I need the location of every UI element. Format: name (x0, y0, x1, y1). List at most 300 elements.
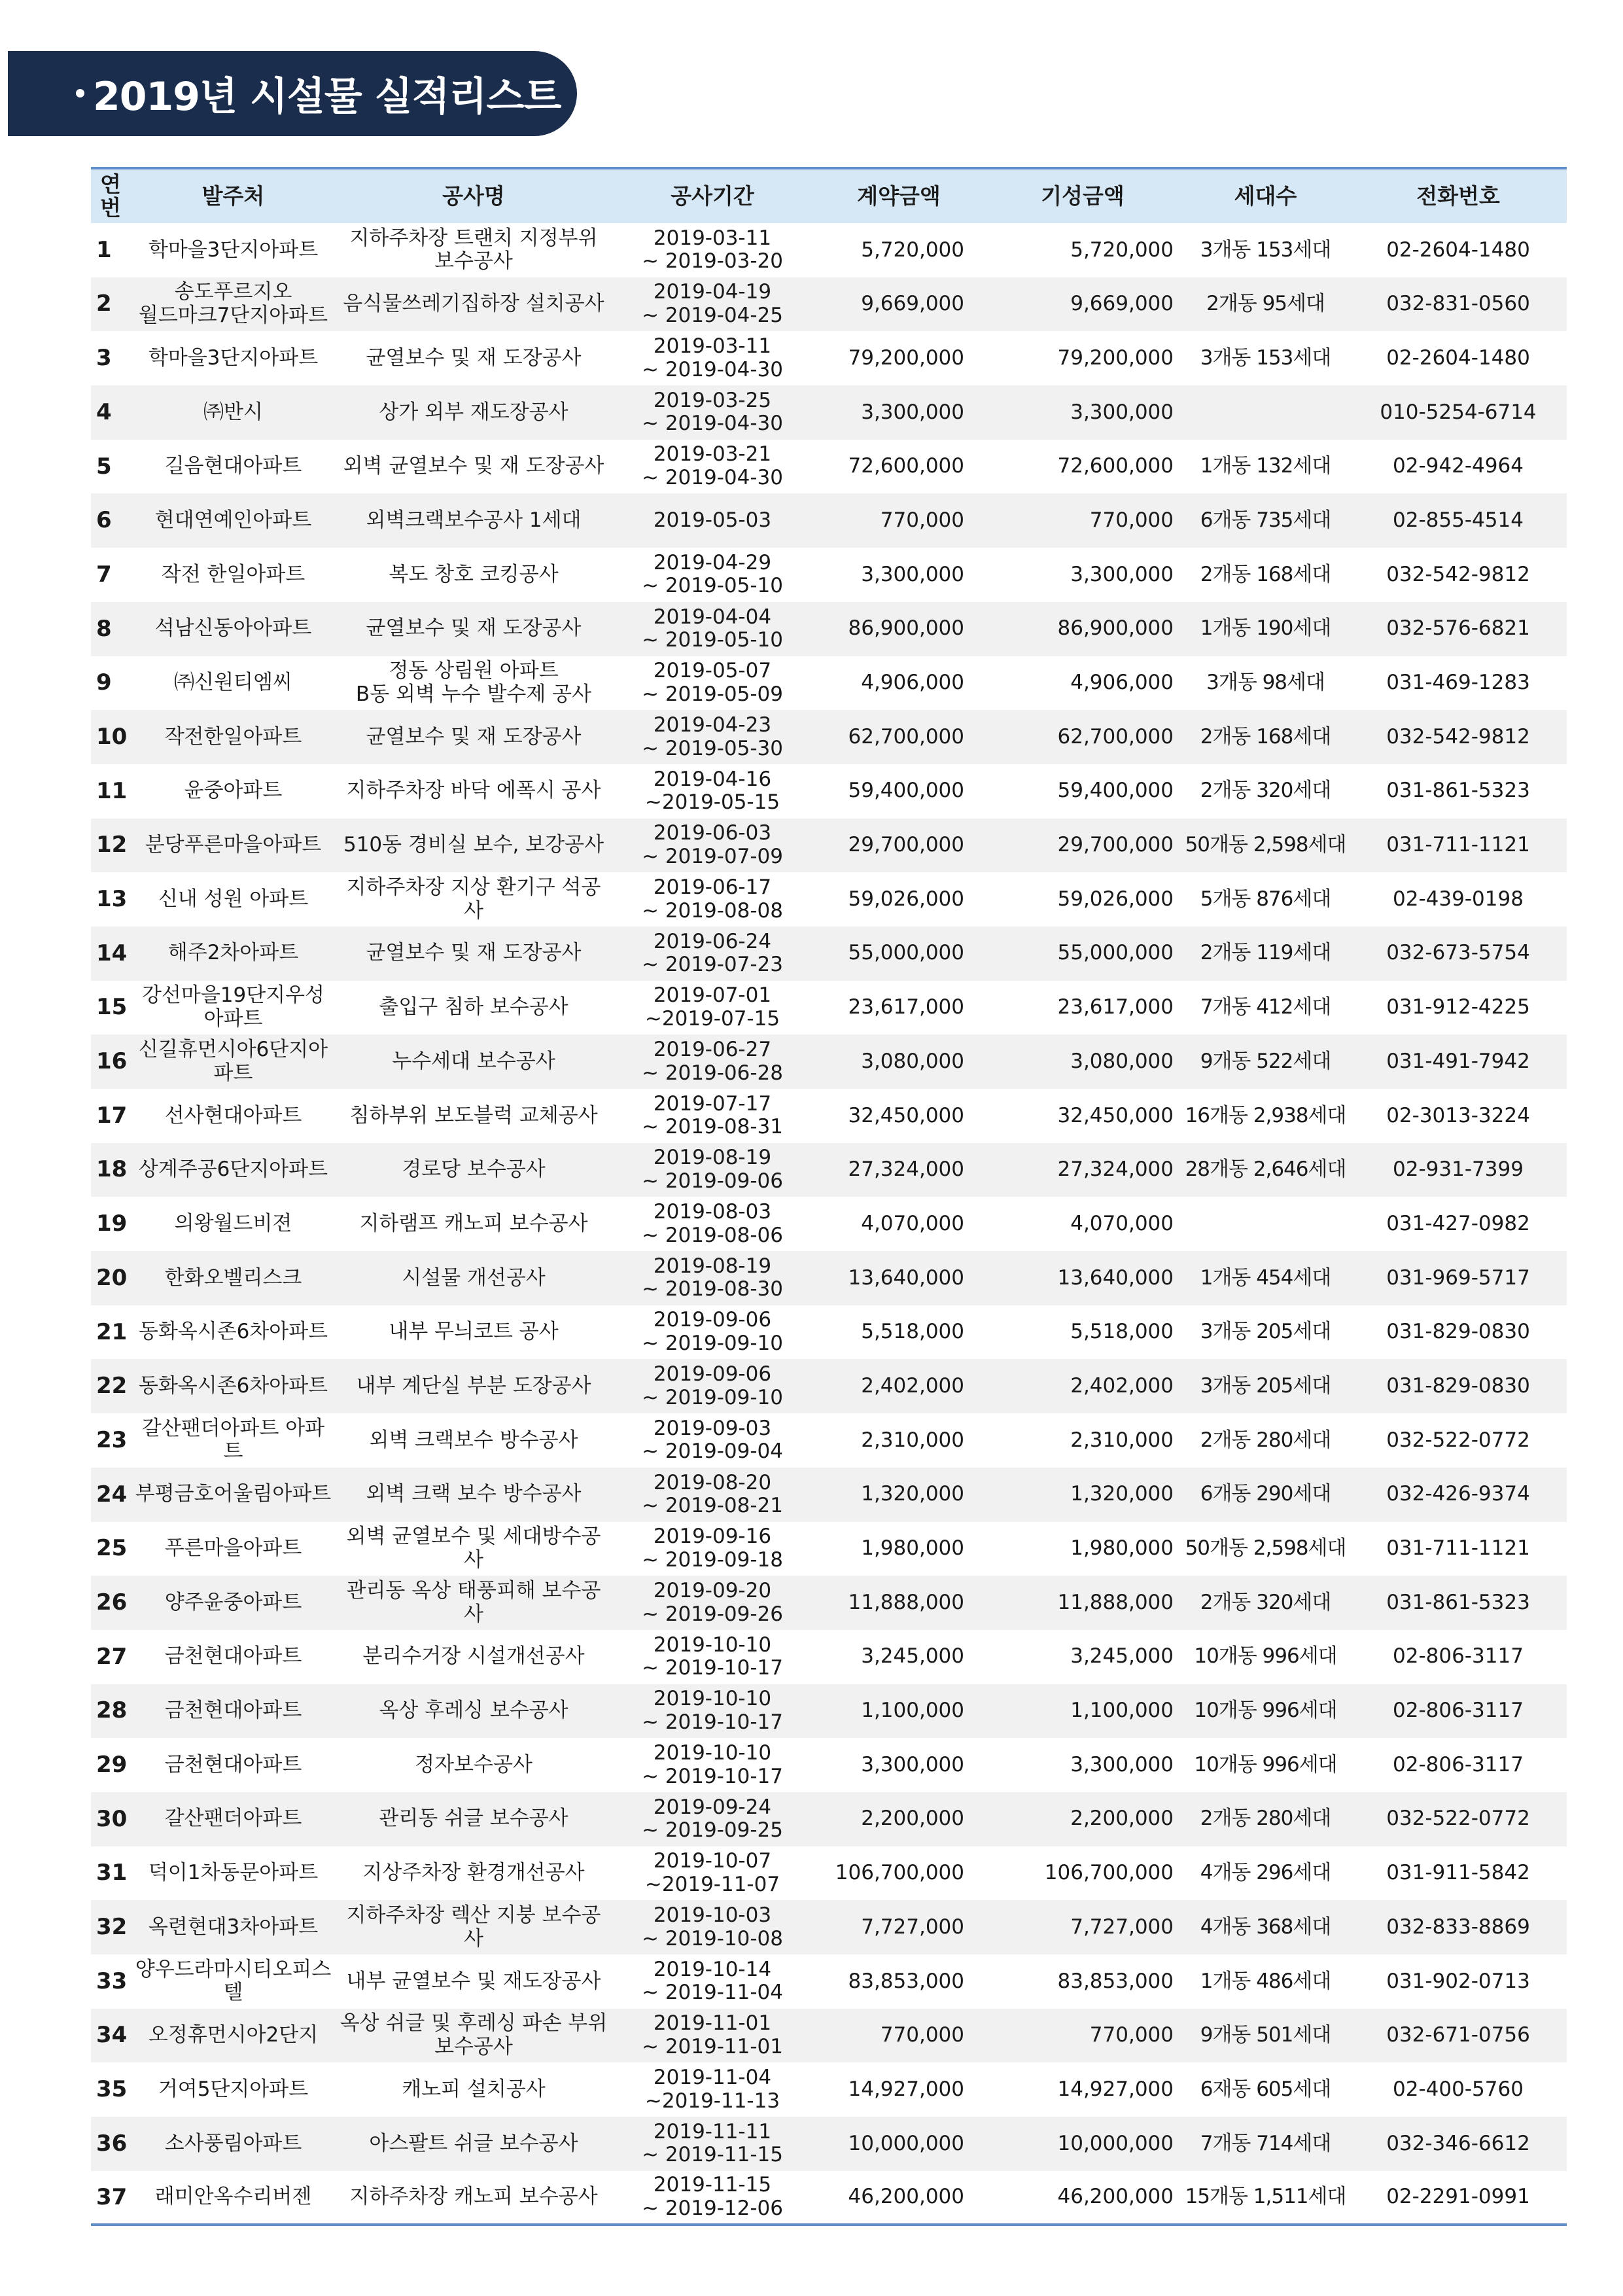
period-cell: 2019-11-11 ~ 2019-11-15 (642, 2119, 783, 2167)
row-number: 19 (96, 1210, 128, 1237)
table-row (91, 1359, 1567, 1413)
contract-amount-cell: 770,000 (880, 508, 964, 532)
table-row (91, 548, 1567, 602)
row-number: 12 (96, 832, 128, 858)
period-cell: 2019-08-20 ~ 2019-08-21 (642, 1470, 783, 1518)
project-cell: 외벽 크랙보수 방수공사 (369, 1428, 578, 1452)
period-cell: 2019-09-03 ~ 2019-09-04 (642, 1416, 783, 1464)
period-cell: 2019-04-29 ~ 2019-05-10 (642, 550, 783, 598)
paid-amount-cell: 72,600,000 (1057, 454, 1174, 478)
paid-amount-cell: 10,000,000 (1057, 2131, 1174, 2155)
phone-cell: 031-427-0982 (1386, 1211, 1530, 1235)
paid-amount-cell: 770,000 (1089, 2023, 1174, 2047)
units-cell: 2개동 119세대 (1200, 941, 1331, 965)
bullet-icon (76, 89, 84, 97)
phone-cell: 031-829-0830 (1386, 1373, 1530, 1398)
project-cell: 510동 경비실 보수, 보강공사 (343, 833, 604, 857)
row-number: 3 (96, 345, 112, 372)
phone-cell: 031-902-0713 (1386, 1969, 1530, 1993)
page-title: 2019년 시설물 실적리스트 (93, 74, 561, 120)
paid-amount-cell: 5,518,000 (1070, 1320, 1174, 1344)
period-cell: 2019-10-10 ~ 2019-10-17 (642, 1740, 783, 1788)
phone-cell: 031-912-4225 (1386, 995, 1530, 1019)
units-cell: 3개동 153세대 (1200, 238, 1331, 262)
table-row (91, 493, 1567, 548)
contract-amount-cell: 13,640,000 (848, 1265, 964, 1290)
project-cell: 누수세대 보수공사 (392, 1049, 555, 1073)
phone-cell: 010-5254-6714 (1380, 400, 1537, 424)
project-cell: 균열보수 및 재 도장공사 (366, 724, 582, 749)
project-cell: 지하램프 캐노피 보수공사 (359, 1211, 588, 1235)
contract-amount-cell: 5,720,000 (861, 238, 964, 262)
contract-amount-cell: 770,000 (880, 2023, 964, 2047)
table-row (91, 1522, 1567, 1576)
row-number: 11 (96, 777, 128, 804)
period-cell: 2019-09-24 ~ 2019-09-25 (642, 1795, 783, 1843)
period-cell: 2019-11-15 ~ 2019-12-06 (642, 2173, 783, 2221)
paid-amount-cell: 59,400,000 (1057, 779, 1174, 803)
phone-cell: 031-969-5717 (1386, 1265, 1530, 1290)
project-cell: 외벽 균열보수 및 세대방수공사 (346, 1525, 601, 1572)
project-cell: 내부 균열보수 및 재도장공사 (346, 1969, 601, 1993)
table-row (91, 1413, 1567, 1468)
phone-cell: 032-833-8869 (1386, 1915, 1530, 1939)
row-number: 29 (96, 1752, 128, 1778)
paid-amount-cell: 59,026,000 (1057, 887, 1174, 911)
table-row (91, 277, 1567, 332)
period-cell: 2019-03-25 ~ 2019-04-30 (642, 388, 783, 436)
units-cell (1181, 1197, 1350, 1251)
row-number: 6 (96, 507, 112, 534)
row-number: 27 (96, 1643, 128, 1670)
contract-amount-cell: 59,026,000 (848, 887, 964, 911)
client-cell: 덕이1차동문아파트 (148, 1861, 319, 1885)
table-row (91, 1089, 1567, 1143)
units-cell: 2개동 280세대 (1200, 1807, 1331, 1831)
period-cell: 2019-10-07 ~2019-11-07 (644, 1849, 780, 1896)
project-cell: 음식물쓰레기집하장 설치공사 (343, 292, 604, 316)
phone-cell: 032-576-6821 (1386, 616, 1530, 641)
units-cell: 15개동 1,511세대 (1185, 2185, 1346, 2209)
client-cell: 분당푸른마을아파트 (145, 833, 322, 857)
paid-amount-cell: 2,310,000 (1070, 1428, 1174, 1452)
client-cell: 부평금호어울림아파트 (135, 1482, 332, 1506)
phone-cell: 031-829-0830 (1386, 1320, 1530, 1344)
project-cell: 관리동 옥상 태풍피해 보수공사 (346, 1578, 601, 1626)
project-cell: 균열보수 및 재 도장공사 (366, 345, 582, 370)
table-row (91, 1846, 1567, 1901)
paid-amount-cell: 1,100,000 (1070, 1699, 1174, 1723)
table-row (91, 1630, 1567, 1684)
row-number: 26 (96, 1589, 128, 1616)
paid-amount-cell: 27,324,000 (1057, 1157, 1174, 1182)
row-number: 35 (96, 2076, 128, 2103)
units-cell: 3개동 153세대 (1200, 345, 1331, 370)
project-cell: 지하주차장 지상 환기구 석공사 (346, 875, 601, 923)
contract-amount-cell: 55,000,000 (848, 941, 964, 965)
period-cell: 2019-06-27 ~ 2019-06-28 (642, 1038, 783, 1085)
contract-amount-cell: 4,906,000 (861, 671, 964, 695)
client-cell: 송도푸르지오 월드마크7단지아파트 (138, 280, 328, 328)
client-cell: 금천현대아파트 (164, 1699, 302, 1723)
header-no: 연 번 (100, 171, 121, 221)
header-period: 공사기간 (671, 183, 754, 209)
table-row (91, 927, 1567, 981)
client-cell: 의왕월드비젼 (174, 1211, 292, 1235)
header-client: 발주처 (201, 183, 265, 209)
period-cell: 2019-09-06 ~ 2019-09-10 (642, 1362, 783, 1409)
table-row (91, 1143, 1567, 1197)
phone-cell: 031-469-1283 (1386, 671, 1530, 695)
period-cell: 2019-03-21 ~ 2019-04-30 (642, 442, 783, 490)
period-cell: 2019-11-01 ~ 2019-11-01 (642, 2011, 783, 2059)
period-cell: 2019-06-17 ~ 2019-08-08 (642, 875, 783, 923)
project-cell: 옥상 쉬글 및 후레싱 파손 부위 보수공사 (340, 2011, 608, 2059)
units-cell: 3개동 98세대 (1206, 671, 1325, 695)
paid-amount-cell: 106,700,000 (1044, 1861, 1174, 1885)
row-number: 36 (96, 2130, 128, 2157)
units-cell: 7개동 714세대 (1200, 2131, 1331, 2155)
table-row (91, 764, 1567, 819)
row-number: 18 (96, 1156, 128, 1183)
phone-cell: 031-711-1121 (1386, 833, 1530, 857)
table-row (91, 2171, 1567, 2225)
phone-cell: 02-2291-0991 (1386, 2185, 1530, 2209)
results-table (91, 167, 1567, 2226)
client-cell: 동화옥시존6차아파트 (138, 1320, 328, 1344)
period-cell: 2019-05-03 (653, 508, 772, 532)
units-cell: 1개동 132세대 (1200, 454, 1331, 478)
table-row (91, 1738, 1567, 1792)
row-number: 10 (96, 723, 128, 750)
project-cell: 캐노피 설치공사 (402, 2077, 546, 2101)
paid-amount-cell: 83,853,000 (1057, 1969, 1174, 1993)
client-cell: 강선마을19단지우성아파트 (141, 983, 324, 1031)
table-row (91, 1034, 1567, 1089)
phone-cell: 032-542-9812 (1386, 724, 1530, 749)
units-cell: 2개동 95세대 (1206, 292, 1325, 316)
contract-amount-cell: 46,200,000 (848, 2185, 964, 2209)
contract-amount-cell: 79,200,000 (848, 345, 964, 370)
paid-amount-cell: 1,320,000 (1070, 1482, 1174, 1506)
paid-amount-cell: 2,200,000 (1070, 1807, 1174, 1831)
row-number: 30 (96, 1805, 128, 1832)
contract-amount-cell: 72,600,000 (848, 454, 964, 478)
phone-cell: 02-439-0198 (1393, 887, 1524, 911)
project-cell: 아스팔트 쉬글 보수공사 (369, 2131, 578, 2155)
contract-amount-cell: 2,200,000 (861, 1807, 964, 1831)
phone-cell: 031-711-1121 (1386, 1536, 1530, 1561)
period-cell: 2019-08-03 ~ 2019-08-06 (642, 1200, 783, 1247)
table-row (91, 872, 1567, 927)
project-cell: 옥상 후레싱 보수공사 (379, 1699, 568, 1723)
period-cell: 2019-04-04 ~ 2019-05-10 (642, 605, 783, 652)
contract-amount-cell: 1,100,000 (861, 1699, 964, 1723)
contract-amount-cell: 106,700,000 (835, 1861, 964, 1885)
units-cell: 2개동 168세대 (1200, 724, 1331, 749)
row-number: 34 (96, 2022, 128, 2049)
project-cell: 외벽 균열보수 및 재 도장공사 (343, 454, 604, 478)
row-number: 15 (96, 994, 128, 1021)
paid-amount-cell: 13,640,000 (1057, 1265, 1174, 1290)
period-cell: 2019-04-16 ~2019-05-15 (644, 767, 780, 815)
phone-cell: 02-2604-1480 (1386, 345, 1530, 370)
phone-cell: 031-861-5323 (1386, 1590, 1530, 1614)
row-number: 33 (96, 1968, 128, 1994)
client-cell: 학마을3단지아파트 (148, 238, 319, 262)
row-number: 4 (96, 398, 112, 425)
paid-amount-cell: 5,720,000 (1070, 238, 1174, 262)
contract-amount-cell: 10,000,000 (848, 2131, 964, 2155)
row-number: 8 (96, 615, 112, 642)
project-cell: 지하주차장 렉산 지붕 보수공사 (346, 1903, 601, 1951)
units-cell: 6재동 605세대 (1200, 2077, 1331, 2101)
row-number: 21 (96, 1318, 128, 1345)
client-cell: 작전한일아파트 (164, 724, 302, 749)
paid-amount-cell: 3,300,000 (1070, 400, 1174, 424)
phone-cell: 032-542-9812 (1386, 562, 1530, 586)
client-cell: 갈산팬더아파트 아파트 (141, 1416, 325, 1464)
client-cell: 거여5단지아파트 (158, 2077, 309, 2101)
table-row (91, 2062, 1567, 2117)
project-cell: 침하부위 보도블럭 교체공사 (349, 1103, 598, 1127)
phone-cell: 032-673-5754 (1386, 941, 1530, 965)
units-cell: 10개동 996세대 (1194, 1644, 1337, 1669)
row-number: 5 (96, 453, 112, 480)
table-row (91, 385, 1567, 440)
table-row (91, 1954, 1567, 2009)
row-number: 37 (96, 2183, 128, 2210)
contract-amount-cell: 3,300,000 (861, 400, 964, 424)
units-cell: 2개동 320세대 (1200, 779, 1331, 803)
project-cell: 출입구 침하 보수공사 (379, 995, 568, 1019)
contract-amount-cell: 23,617,000 (848, 995, 964, 1019)
paid-amount-cell: 79,200,000 (1057, 345, 1174, 370)
project-cell: 정자보수공사 (415, 1752, 532, 1776)
period-cell: 2019-10-03 ~ 2019-10-08 (642, 1903, 783, 1951)
paid-amount-cell: 86,900,000 (1057, 616, 1174, 641)
client-cell: 래미안옥수리버젠 (154, 2185, 312, 2209)
contract-amount-cell: 11,888,000 (848, 1590, 964, 1614)
paid-amount-cell: 1,980,000 (1070, 1536, 1174, 1561)
table-row (91, 331, 1567, 385)
phone-cell: 02-931-7399 (1393, 1157, 1524, 1182)
header-units: 세대수 (1234, 183, 1297, 209)
paid-amount-cell: 3,245,000 (1070, 1644, 1174, 1669)
table-row (91, 981, 1567, 1035)
project-cell: 복도 창호 코킹공사 (389, 562, 559, 586)
paid-amount-cell: 14,927,000 (1057, 2077, 1174, 2101)
paid-amount-cell: 4,070,000 (1070, 1211, 1174, 1235)
period-cell: 2019-04-19 ~ 2019-04-25 (642, 280, 783, 328)
paid-amount-cell: 11,888,000 (1057, 1590, 1174, 1614)
paid-amount-cell: 7,727,000 (1070, 1915, 1174, 1939)
paid-amount-cell: 770,000 (1089, 508, 1174, 532)
contract-amount-cell: 29,700,000 (848, 833, 964, 857)
units-cell: 3개동 205세대 (1200, 1320, 1331, 1344)
period-cell: 2019-06-03 ~ 2019-07-09 (642, 821, 783, 868)
client-cell: 상계주공6단지아파트 (138, 1157, 328, 1182)
row-number: 24 (96, 1481, 128, 1508)
table-row (91, 710, 1567, 764)
units-cell: 6개동 735세대 (1200, 508, 1331, 532)
contract-amount-cell: 3,300,000 (861, 1752, 964, 1776)
units-cell: 4개동 296세대 (1200, 1861, 1331, 1885)
row-number: 1 (96, 236, 112, 263)
period-cell: 2019-03-11 ~ 2019-03-20 (642, 226, 783, 274)
paid-amount-cell: 3,300,000 (1070, 562, 1174, 586)
paid-amount-cell: 3,080,000 (1070, 1049, 1174, 1073)
units-cell: 1개동 190세대 (1200, 616, 1331, 641)
period-cell: 2019-08-19 ~ 2019-09-06 (642, 1146, 783, 1193)
table-row (91, 1305, 1567, 1360)
paid-amount-cell: 9,669,000 (1070, 292, 1174, 316)
client-cell: 양주윤중아파트 (164, 1590, 302, 1614)
row-number: 25 (96, 1535, 128, 1562)
units-cell: 4개동 368세대 (1200, 1915, 1331, 1939)
table-row (91, 656, 1567, 711)
contract-amount-cell: 9,669,000 (861, 292, 964, 316)
phone-cell: 032-426-9374 (1386, 1482, 1530, 1506)
units-cell (1181, 385, 1350, 440)
table-header-row (91, 168, 1567, 223)
paid-amount-cell: 46,200,000 (1057, 2185, 1174, 2209)
table-body (91, 223, 1567, 2225)
contract-amount-cell: 14,927,000 (848, 2077, 964, 2101)
phone-cell: 032-522-0772 (1386, 1428, 1530, 1452)
project-cell: 균열보수 및 재 도장공사 (366, 616, 582, 641)
project-cell: 관리동 쉬글 보수공사 (379, 1807, 568, 1831)
phone-cell: 031-861-5323 (1386, 779, 1530, 803)
units-cell: 5개동 876세대 (1200, 887, 1331, 911)
client-cell: 학마을3단지아파트 (148, 345, 319, 370)
row-number: 22 (96, 1373, 128, 1400)
contract-amount-cell: 32,450,000 (848, 1103, 964, 1127)
row-number: 32 (96, 1914, 128, 1941)
client-cell: 금천현대아파트 (164, 1752, 302, 1776)
units-cell: 50개동 2,598세대 (1185, 833, 1346, 857)
paid-amount-cell: 3,300,000 (1070, 1752, 1174, 1776)
phone-cell: 031-491-7942 (1386, 1049, 1530, 1073)
project-cell: 정동 상림원 아파트 B동 외벽 누수 발수제 공사 (355, 659, 592, 706)
contract-amount-cell: 4,070,000 (861, 1211, 964, 1235)
client-cell: 길음현대아파트 (164, 454, 302, 478)
row-number: 7 (96, 561, 112, 588)
phone-cell: 032-346-6612 (1386, 2131, 1530, 2155)
units-cell: 1개동 454세대 (1200, 1265, 1331, 1290)
contract-amount-cell: 3,245,000 (861, 1644, 964, 1669)
client-cell: 갈산팬더아파트 (164, 1807, 302, 1831)
period-cell: 2019-10-14 ~ 2019-11-04 (642, 1957, 783, 2005)
project-cell: 내부 무늬코트 공사 (389, 1320, 559, 1344)
client-cell: 오정휴먼시아2단지 (148, 2023, 319, 2047)
phone-cell: 02-855-4514 (1393, 508, 1524, 532)
contract-amount-cell: 59,400,000 (848, 779, 964, 803)
client-cell: 신내 성원 아파트 (158, 887, 309, 911)
period-cell: 2019-03-11 ~ 2019-04-30 (642, 334, 783, 381)
row-number: 31 (96, 1860, 128, 1886)
period-cell: 2019-07-17 ~ 2019-08-31 (642, 1091, 783, 1139)
units-cell: 10개동 996세대 (1194, 1752, 1337, 1776)
header-contract-amount: 계약금액 (857, 183, 941, 209)
client-cell: 신길휴먼시아6단지아파트 (138, 1038, 328, 1085)
contract-amount-cell: 83,853,000 (848, 1969, 964, 1993)
units-cell: 3개동 205세대 (1200, 1373, 1331, 1398)
table-row (91, 1792, 1567, 1846)
client-cell: 금천현대아파트 (164, 1644, 302, 1669)
paid-amount-cell: 4,906,000 (1070, 671, 1174, 695)
table-row (91, 1576, 1567, 1630)
paid-amount-cell: 32,450,000 (1057, 1103, 1174, 1127)
paid-amount-cell: 29,700,000 (1057, 833, 1174, 857)
client-cell: 옥련현대3차아파트 (148, 1915, 319, 1939)
contract-amount-cell: 1,980,000 (861, 1536, 964, 1561)
table-row (91, 1468, 1567, 1522)
client-cell: 석남신동아아파트 (154, 616, 312, 641)
contract-amount-cell: 7,727,000 (861, 1915, 964, 1939)
client-cell: 현대연예인아파트 (154, 508, 312, 532)
client-cell: ㈜신원티엠씨 (174, 671, 292, 695)
client-cell: 해주2차아파트 (167, 941, 299, 965)
contract-amount-cell: 3,300,000 (861, 562, 964, 586)
contract-amount-cell: 62,700,000 (848, 724, 964, 749)
units-cell: 10개동 996세대 (1194, 1699, 1337, 1723)
contract-amount-cell: 1,320,000 (861, 1482, 964, 1506)
units-cell: 1개동 486세대 (1200, 1969, 1331, 1993)
units-cell: 28개동 2,646세대 (1185, 1157, 1346, 1182)
contract-amount-cell: 27,324,000 (848, 1157, 964, 1182)
client-cell: 푸른마을아파트 (164, 1536, 302, 1561)
project-cell: 외벽 크랙 보수 방수공사 (366, 1482, 582, 1506)
table-row (91, 440, 1567, 494)
period-cell: 2019-07-01 ~2019-07-15 (644, 983, 780, 1031)
period-cell: 2019-10-10 ~ 2019-10-17 (642, 1633, 783, 1680)
contract-amount-cell: 2,402,000 (861, 1373, 964, 1398)
paid-amount-cell: 2,402,000 (1070, 1373, 1174, 1398)
units-cell: 16개동 2,938세대 (1185, 1103, 1346, 1127)
table-row (91, 2117, 1567, 2171)
project-cell: 지하주차장 트랜치 지정부위 보수공사 (349, 226, 598, 274)
period-cell: 2019-05-07 ~ 2019-05-09 (642, 659, 783, 706)
row-number: 2 (96, 291, 112, 317)
project-cell: 분리수거장 시설개선공사 (362, 1644, 585, 1669)
client-cell: 양우드라마시티오피스텔 (135, 1957, 332, 2005)
phone-cell: 02-806-3117 (1393, 1699, 1524, 1723)
period-cell: 2019-11-04 ~2019-11-13 (644, 2066, 780, 2113)
project-cell: 외벽크랙보수공사 1세대 (366, 508, 582, 532)
phone-cell: 031-911-5842 (1386, 1861, 1530, 1885)
project-cell: 경로당 보수공사 (402, 1157, 546, 1182)
units-cell: 9개동 501세대 (1200, 2023, 1331, 2047)
row-number: 20 (96, 1264, 128, 1291)
period-cell: 2019-10-10 ~ 2019-10-17 (642, 1687, 783, 1734)
client-cell: 작전 한일아파트 (161, 562, 305, 586)
table-row (91, 602, 1567, 656)
table-row (91, 1197, 1567, 1251)
client-cell: 윤중아파트 (184, 779, 283, 803)
units-cell: 9개동 522세대 (1200, 1049, 1331, 1073)
project-cell: 지하주차장 바닥 에폭시 공사 (346, 779, 601, 803)
project-cell: 지하주차장 캐노피 보수공사 (349, 2185, 598, 2209)
period-cell: 2019-08-19 ~ 2019-08-30 (642, 1254, 783, 1301)
row-number: 13 (96, 886, 128, 913)
units-cell: 7개동 412세대 (1200, 995, 1331, 1019)
contract-amount-cell: 5,518,000 (861, 1320, 964, 1344)
contract-amount-cell: 3,080,000 (861, 1049, 964, 1073)
client-cell: 선사현대아파트 (164, 1103, 302, 1127)
row-number: 16 (96, 1048, 128, 1075)
project-cell: 상가 외부 재도장공사 (379, 400, 568, 424)
